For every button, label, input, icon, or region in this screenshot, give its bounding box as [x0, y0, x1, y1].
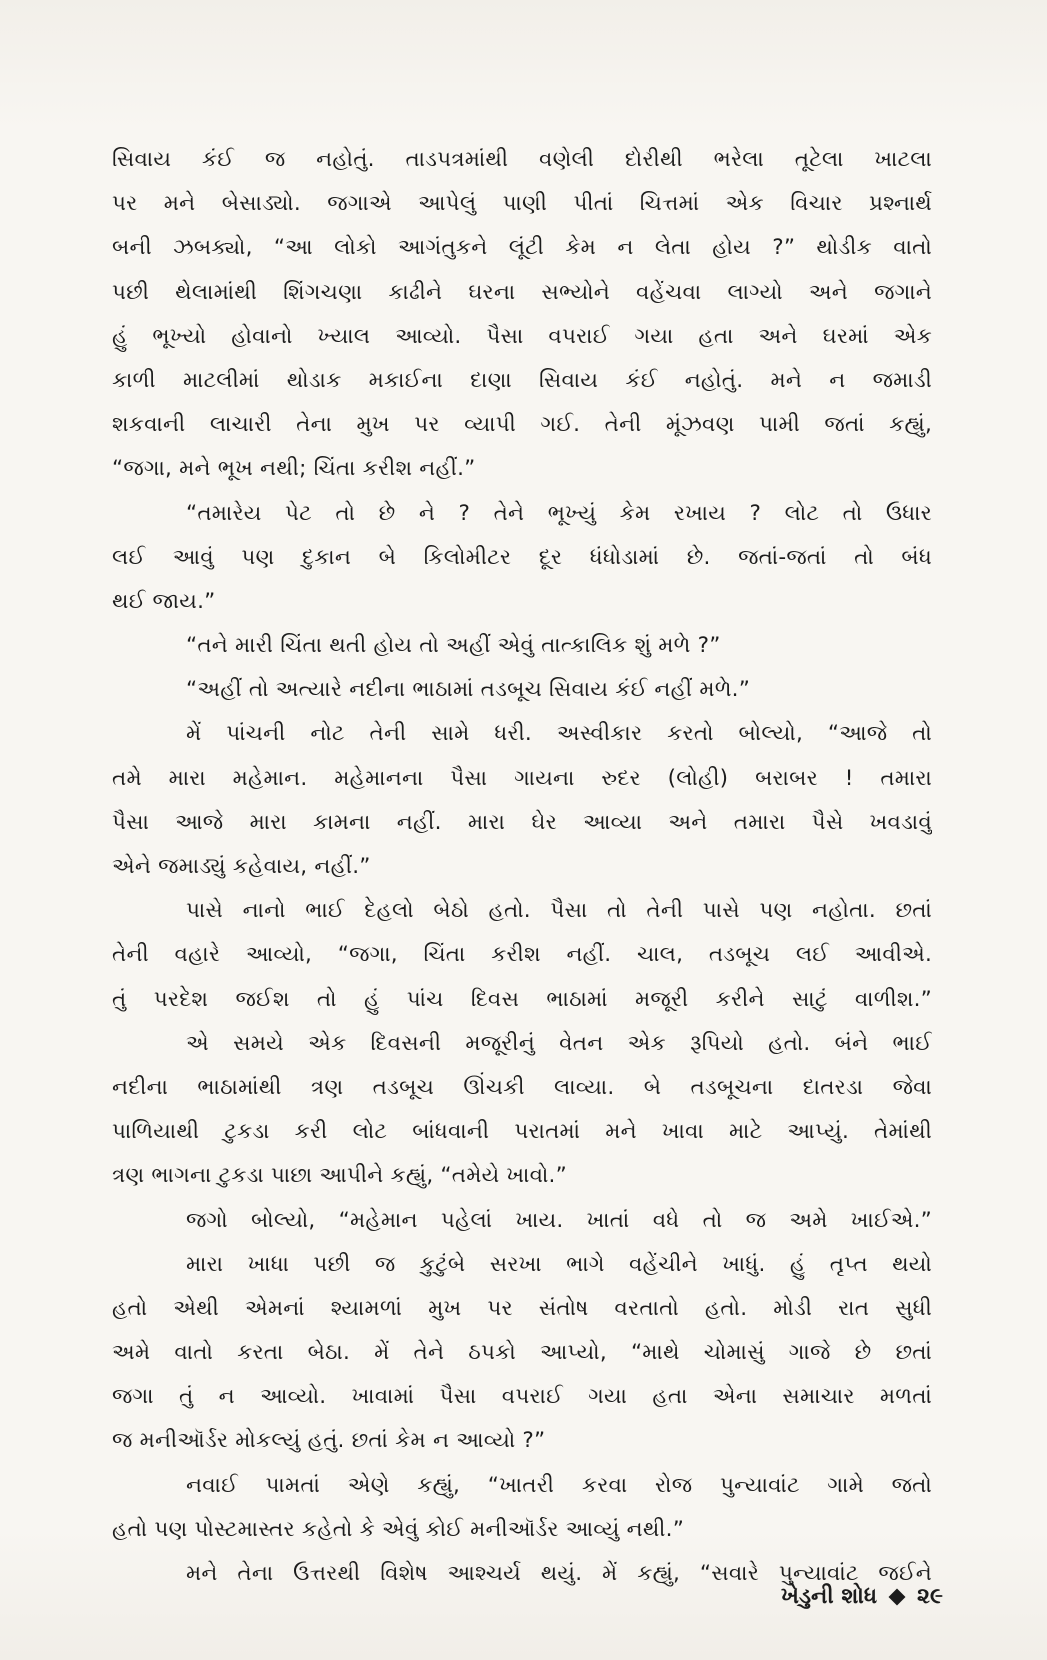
- text-line: અમે વાતો કરતા બેઠા. મેં તેને ઠપકો આપ્યો, “માથે ચોમાસું ગાજે છે છતાં: [112, 1340, 932, 1366]
- page-footer: [781, 1584, 943, 1609]
- text-line: શકવાની લાચારી તેના મુખ પર વ્યાપી ગઈ. તેની મૂંઝવણ પામી જતાં કહ્યું,: [112, 412, 932, 438]
- text-line: નદીના ભાઠામાંથી ત્રણ તડબૂચ ઊંચકી લાવ્યા. બે તડબૂચના દાતરડા જેવા: [112, 1074, 932, 1100]
- text-line: મને તેના ઉત્તરથી વિશેષ આશ્ચર્ય થયું. મેં કહ્યું, “સવારે પુન્યાવાંટ જઈને: [186, 1561, 932, 1586]
- text-line: પછી થેલામાંથી શિંગચણા કાઢીને ઘરના સભ્યોને વહેંચવા લાગ્યો અને જગાને: [112, 279, 932, 305]
- text-line: પાળિયાથી ટુકડા કરી લોટ બાંધવાની પરાતમાં મને ખાવા માટે આપ્યું. તેમાંથી: [112, 1119, 932, 1145]
- text-line: તું પરદેશ જઈશ તો હું પાંચ દિવસ ભાઠામાં મજૂરી કરીને સાટું વાળીશ.”: [112, 986, 932, 1012]
- text-line: પૈસા આજે મારા કામના નહીં. મારા ઘેર આવ્યા અને તમારા પૈસે ખવડાવું: [112, 809, 932, 835]
- text-line: એને જમાડ્યું કહેવાય, નહીં.”: [112, 854, 371, 879]
- text-line: ત્રણ ભાગના ટુકડા પાછા આપીને કહ્યું, “તમેયે ખાવો.”: [112, 1163, 567, 1189]
- text-line: કાળી માટલીમાં થોડાક મકાઈના દાણા સિવાય કંઈ નહોતું. મને ન જમાડી: [112, 367, 932, 393]
- text-line: “અહીં તો અત્યારે નદીના ભાઠામાં તડબૂચ સિવાય કંઈ નહીં મળે.”: [186, 677, 751, 703]
- text-line: મેં પાંચની નોટ તેની સામે ધરી. અસ્વીકાર કરતો બોલ્યો, “આજે તો: [186, 721, 932, 747]
- running-title: ખેડુની શોધ: [780, 1584, 878, 1609]
- text-line: પાસે નાનો ભાઈ દેહલો બેઠો હતો. પૈસા તો તેની પાસે પણ નહોતા. છતાં: [186, 898, 932, 924]
- text-line: જગા તું ન આવ્યો. ખાવામાં પૈસા વપરાઈ ગયા હતા એના સમાચાર મળતાં: [112, 1384, 932, 1410]
- text-line: “જગા, મને ભૂખ નથી; ચિંતા કરીશ નહીં.”: [112, 456, 476, 482]
- text-line: હું ભૂખ્યો હોવાનો ખ્યાલ આવ્યો. પૈસા વપરાઈ ગયા હતા અને ઘરમાં એક: [112, 323, 932, 349]
- text-line: લઈ આવું પણ દુકાન બે કિલોમીટર દૂર ધંધોડામાં છે. જતાં-જતાં તો બંધ: [112, 544, 932, 570]
- text-line: બની ઝબક્યો, “આ લોકો આગંતુકને લૂંટી કેમ ન લેતા હોય ?” થોડીક વાતો: [112, 235, 932, 261]
- text-line: જગો બોલ્યો, “મહેમાન પહેલાં ખાય. ખાતાં વધે તો જ અમે ખાઈએ.”: [186, 1207, 932, 1233]
- text-line: એ સમયે એક દિવસની મજૂરીનું વેતન એક રૂપિયો હતો. બંને ભાઈ: [186, 1030, 932, 1056]
- body-text: [112, 138, 932, 1596]
- text-line: જ મનીઑર્ડર મોકલ્યું હતું. છતાં કેમ ન આવ્યો ?”: [112, 1428, 546, 1454]
- text-line: નવાઈ પામતાં એણે કહ્યું, “ખાતરી કરવા રોજ પુન્યાવાંટ ગામે જતો: [186, 1472, 932, 1498]
- text-line: પર મને બેસાડ્યો. જગાએ આપેલું પાણી પીતાં ચિત્તમાં એક વિચાર પ્રશ્નાર્થ: [112, 191, 932, 217]
- text-line: તેની વહારે આવ્યો, “જગા, ચિંતા કરીશ નહીં. ચાલ, તડબૂચ લઈ આવીએ.: [112, 942, 932, 968]
- text-line: સિવાય કંઈ જ નહોતું. તાડપત્રમાંથી વણેલી દોરીથી ભરેલા તૂટેલા ખાટલા: [112, 147, 932, 172]
- text-line: હતો પણ પોસ્ટમાસ્તર કહેતો કે એવું કોઈ મનીઑર્ડર આવ્યું નથી.”: [112, 1516, 685, 1542]
- text-line: “તને મારી ચિંતા થતી હોય તો અહીં એવું તાત્કાલિક શું મળે ?”: [186, 633, 721, 659]
- text-line: મારા ખાધા પછી જ કુટુંબે સરખા ભાગે વહેંચીને ખાધું. હું તૃપ્ત થયો: [186, 1251, 932, 1277]
- diamond-ornament-icon: [889, 1588, 906, 1605]
- text-line: તમે મારા મહેમાન. મહેમાનના પૈસા ગાયના રુદર (લોહી) બરાબર ! તમારા: [112, 765, 932, 791]
- text-line: “તમારેય પેટ તો છે ને ? તેને ભૂખ્યું કેમ રખાય ? લોટ તો ઉધાર: [186, 500, 932, 526]
- page-number: ૨૯: [917, 1584, 943, 1609]
- text-line: થઈ જાય.”: [112, 588, 216, 614]
- text-line: હતો એથી એમનાં શ્યામળાં મુખ પર સંતોષ વરતાતો હતો. મોડી રાત સુધી: [112, 1295, 932, 1321]
